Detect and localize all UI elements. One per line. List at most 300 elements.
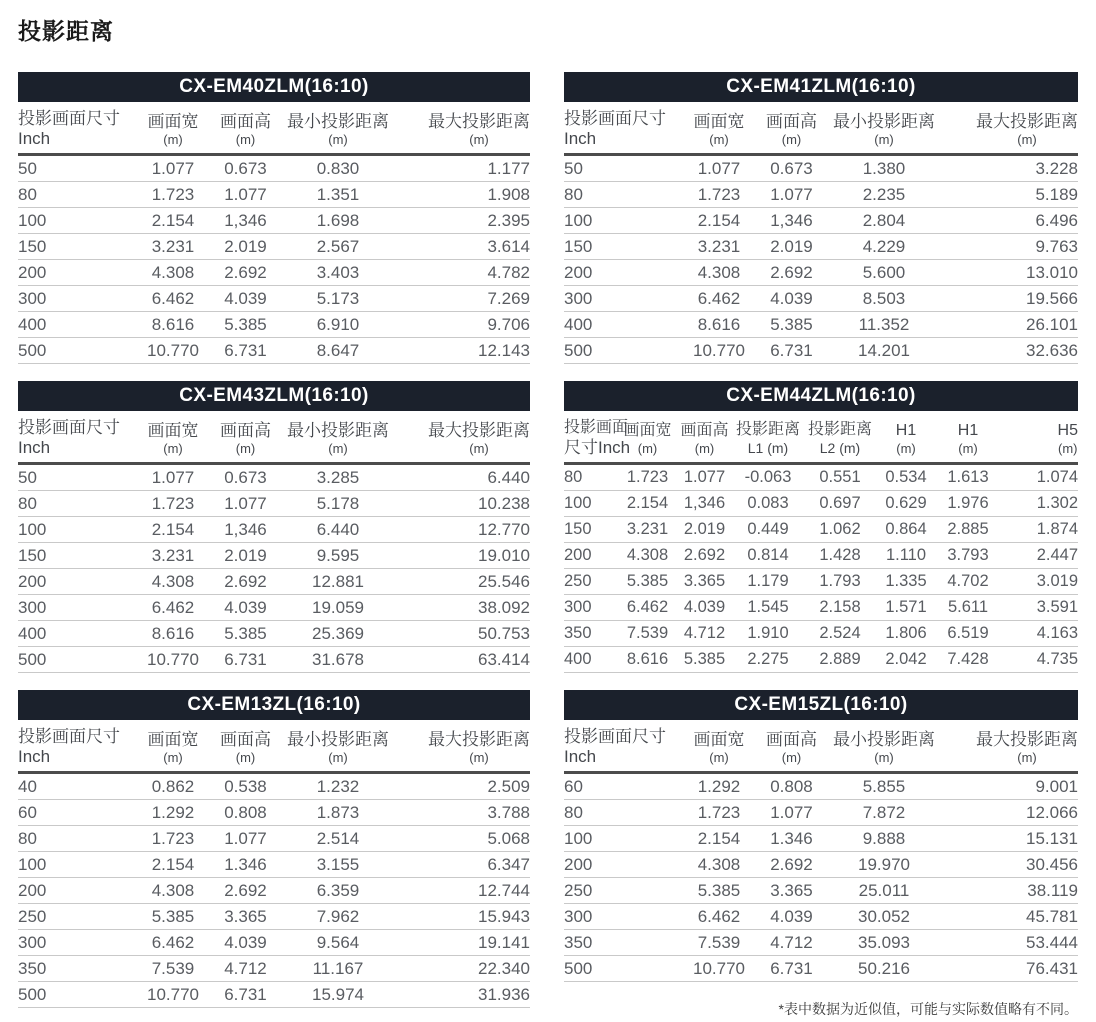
cell: 300 — [18, 286, 128, 312]
table-title: CX-EM43ZLM(16:10) — [18, 381, 530, 411]
cell: 100 — [18, 852, 128, 878]
cell: 2.447 — [998, 543, 1078, 569]
cell: 0.697 — [806, 491, 874, 517]
cell: 38.092 — [403, 595, 530, 621]
cell: 3.614 — [403, 234, 530, 260]
table-row — [564, 569, 1078, 595]
cell: 200 — [564, 260, 674, 286]
cell: 0.808 — [218, 800, 273, 826]
cell: 1.177 — [403, 155, 530, 182]
cell: 0.551 — [806, 464, 874, 491]
cell: 1.179 — [730, 569, 806, 595]
cell: 2.019 — [764, 234, 819, 260]
cell: 1.302 — [998, 491, 1078, 517]
cell: 2.154 — [128, 517, 218, 543]
cell: 2.275 — [730, 647, 806, 673]
cell: 22.340 — [403, 956, 530, 982]
cell: 6.440 — [403, 464, 530, 491]
table-title: CX-EM44ZLM(16:10) — [564, 381, 1078, 411]
table-row — [18, 208, 530, 234]
cell: 2.154 — [616, 491, 679, 517]
cell: 100 — [564, 491, 616, 517]
cell: 12.066 — [949, 800, 1078, 826]
column-header: 画面高 (m) — [679, 411, 730, 464]
projection-table — [564, 411, 1078, 673]
cell: 76.431 — [949, 956, 1078, 982]
cell: 3.365 — [764, 878, 819, 904]
cell: 5.385 — [674, 878, 764, 904]
cell: 6.462 — [674, 286, 764, 312]
cell: 250 — [564, 569, 616, 595]
cell: 5.385 — [218, 312, 273, 338]
cell: 7.428 — [938, 647, 998, 673]
column-header: 最小投影距离 (m) — [819, 720, 949, 773]
cell: 5.385 — [679, 647, 730, 673]
cell: 2.692 — [764, 260, 819, 286]
cell: 1.077 — [218, 826, 273, 852]
table-row — [18, 338, 530, 364]
table-row — [564, 800, 1078, 826]
footnote: *表中数据为近似值，可能与实际数值略有不同。 — [778, 1001, 1078, 1017]
cell: 1.077 — [128, 464, 218, 491]
cell: 5.600 — [819, 260, 949, 286]
page-title: 投影距离 — [18, 18, 114, 44]
cell: 1.723 — [128, 826, 218, 852]
cell: 2.154 — [128, 852, 218, 878]
table-row — [18, 826, 530, 852]
cell: 300 — [564, 286, 674, 312]
cell: 5.068 — [403, 826, 530, 852]
cell: 1,346 — [218, 517, 273, 543]
cell: 2.019 — [679, 517, 730, 543]
cell: 2.692 — [764, 852, 819, 878]
cell: 6.519 — [938, 621, 998, 647]
cell: 0.814 — [730, 543, 806, 569]
cell: 1.571 — [874, 595, 938, 621]
table-section-cx-em44zlm — [564, 381, 1078, 673]
cell: 4.308 — [128, 878, 218, 904]
column-header: 画面宽 (m) — [128, 720, 218, 773]
cell: 0.864 — [874, 517, 938, 543]
table-row — [18, 312, 530, 338]
cell: 200 — [564, 852, 674, 878]
cell: 6.347 — [403, 852, 530, 878]
cell: 1.806 — [874, 621, 938, 647]
cell: 300 — [564, 904, 674, 930]
cell: 4.735 — [998, 647, 1078, 673]
cell: 1.232 — [273, 773, 403, 800]
cell: 2.692 — [679, 543, 730, 569]
cell: 6.462 — [128, 595, 218, 621]
column-header: 最小投影距离 (m) — [273, 411, 403, 464]
cell: 10.770 — [674, 338, 764, 364]
cell: 1.723 — [674, 182, 764, 208]
cell: 25.369 — [273, 621, 403, 647]
cell: 150 — [564, 234, 674, 260]
cell: 1.976 — [938, 491, 998, 517]
cell: 4.229 — [819, 234, 949, 260]
cell: 3.231 — [616, 517, 679, 543]
tables-column-left — [18, 72, 530, 1022]
cell: 4.712 — [764, 930, 819, 956]
cell: 6.462 — [674, 904, 764, 930]
cell: 4.039 — [679, 595, 730, 621]
cell: 5.385 — [616, 569, 679, 595]
cell: 10.770 — [128, 647, 218, 673]
cell: 2.154 — [128, 208, 218, 234]
column-header: 最大投影距离 (m) — [949, 102, 1078, 155]
cell: 2.885 — [938, 517, 998, 543]
cell: 1.062 — [806, 517, 874, 543]
table-row — [564, 338, 1078, 364]
table-row — [564, 904, 1078, 930]
cell: 150 — [564, 517, 616, 543]
table-title: CX-EM41ZLM(16:10) — [564, 72, 1078, 102]
cell: 1.074 — [998, 464, 1078, 491]
cell: 400 — [564, 312, 674, 338]
cell: 14.201 — [819, 338, 949, 364]
cell: 6.731 — [218, 982, 273, 1008]
table-row — [564, 773, 1078, 800]
table-row — [564, 464, 1078, 491]
cell: 38.119 — [949, 878, 1078, 904]
cell: 9.564 — [273, 930, 403, 956]
cell: 3.285 — [273, 464, 403, 491]
cell: 100 — [564, 826, 674, 852]
cell: 4.039 — [218, 930, 273, 956]
cell: 7.539 — [674, 930, 764, 956]
cell: 1.292 — [674, 773, 764, 800]
cell: 1.380 — [819, 155, 949, 182]
table-row — [18, 569, 530, 595]
cell: 1.346 — [218, 852, 273, 878]
table-row — [18, 543, 530, 569]
column-header: H5 (m) — [998, 411, 1078, 464]
cell: 1.873 — [273, 800, 403, 826]
table-row — [564, 878, 1078, 904]
cell: 3.155 — [273, 852, 403, 878]
cell: 200 — [18, 878, 128, 904]
cell: 150 — [18, 234, 128, 260]
cell: 80 — [564, 800, 674, 826]
cell: 3.019 — [998, 569, 1078, 595]
cell: 3.591 — [998, 595, 1078, 621]
cell: 8.616 — [616, 647, 679, 673]
cell: 4.782 — [403, 260, 530, 286]
table-row — [18, 464, 530, 491]
cell: 0.673 — [764, 155, 819, 182]
cell: 32.636 — [949, 338, 1078, 364]
column-header: H1 (m) — [874, 411, 938, 464]
cell: 250 — [564, 878, 674, 904]
cell: 7.539 — [128, 956, 218, 982]
cell: 4.712 — [218, 956, 273, 982]
cell: 350 — [564, 621, 616, 647]
table-row — [18, 155, 530, 182]
cell: 500 — [18, 647, 128, 673]
table-section-cx-em13zl — [18, 690, 530, 1008]
cell: 3.231 — [128, 234, 218, 260]
cell: 2.524 — [806, 621, 874, 647]
table-row — [18, 904, 530, 930]
column-header: 画面高 (m) — [764, 102, 819, 155]
column-header: 画面宽 (m) — [674, 102, 764, 155]
cell: 7.962 — [273, 904, 403, 930]
cell: 9.595 — [273, 543, 403, 569]
table-section-cx-em40zlm — [18, 72, 530, 364]
cell: 19.970 — [819, 852, 949, 878]
cell: 1.908 — [403, 182, 530, 208]
cell: 5.385 — [218, 621, 273, 647]
column-header: 投影距离 L2 (m) — [806, 411, 874, 464]
projection-table — [18, 720, 530, 1008]
cell: 1.793 — [806, 569, 874, 595]
column-header: 最大投影距离 (m) — [403, 720, 530, 773]
cell: 300 — [18, 930, 128, 956]
cell: 9.706 — [403, 312, 530, 338]
cell: 0.862 — [128, 773, 218, 800]
table-row — [18, 182, 530, 208]
cell: 19.566 — [949, 286, 1078, 312]
cell: 15.131 — [949, 826, 1078, 852]
tables-layout — [0, 72, 1096, 1022]
cell: 2.509 — [403, 773, 530, 800]
table-row — [564, 826, 1078, 852]
cell: 12.770 — [403, 517, 530, 543]
cell: 0.673 — [218, 155, 273, 182]
cell: 200 — [564, 543, 616, 569]
projection-table — [564, 720, 1078, 982]
cell: 10.238 — [403, 491, 530, 517]
table-row — [564, 260, 1078, 286]
cell: 40 — [18, 773, 128, 800]
cell: 50.753 — [403, 621, 530, 647]
cell: 1.874 — [998, 517, 1078, 543]
cell: 11.167 — [273, 956, 403, 982]
cell: 5.385 — [764, 312, 819, 338]
cell: 6.462 — [128, 930, 218, 956]
cell: 9.888 — [819, 826, 949, 852]
cell: 15.974 — [273, 982, 403, 1008]
cell: 200 — [18, 260, 128, 286]
cell: 1.613 — [938, 464, 998, 491]
cell: 6.731 — [218, 338, 273, 364]
cell: 5.173 — [273, 286, 403, 312]
column-header: 投影画面尺寸 Inch — [18, 411, 128, 464]
cell: 100 — [18, 517, 128, 543]
cell: 2.154 — [674, 208, 764, 234]
cell: 2.154 — [674, 826, 764, 852]
table-section-cx-em43zlm — [18, 381, 530, 673]
table-row — [18, 621, 530, 647]
cell: 4.308 — [128, 569, 218, 595]
cell: 350 — [18, 956, 128, 982]
cell: 4.039 — [218, 595, 273, 621]
cell: 350 — [564, 930, 674, 956]
cell: 6.731 — [764, 338, 819, 364]
cell: 3.231 — [674, 234, 764, 260]
table-row — [564, 182, 1078, 208]
column-header: 最大投影距离 (m) — [403, 102, 530, 155]
table-row — [18, 286, 530, 312]
table-row — [564, 286, 1078, 312]
cell: 6.462 — [616, 595, 679, 621]
cell: 50.216 — [819, 956, 949, 982]
table-row — [18, 595, 530, 621]
column-header: 最小投影距离 (m) — [819, 102, 949, 155]
cell: 0.449 — [730, 517, 806, 543]
column-header: 画面高 (m) — [218, 411, 273, 464]
table-row — [564, 647, 1078, 673]
cell: 6.462 — [128, 286, 218, 312]
column-header: 画面宽 (m) — [674, 720, 764, 773]
cell: 13.010 — [949, 260, 1078, 286]
cell: 300 — [564, 595, 616, 621]
table-row — [18, 878, 530, 904]
cell: 1.723 — [128, 491, 218, 517]
cell: 5.855 — [819, 773, 949, 800]
column-header: 投影距离 L1 (m) — [730, 411, 806, 464]
column-header: 画面宽 (m) — [128, 102, 218, 155]
cell: 45.781 — [949, 904, 1078, 930]
table-row — [564, 491, 1078, 517]
cell: 1.077 — [128, 155, 218, 182]
cell: 12.744 — [403, 878, 530, 904]
cell: 2.804 — [819, 208, 949, 234]
cell: 0.083 — [730, 491, 806, 517]
cell: 6.496 — [949, 208, 1078, 234]
column-header: 最大投影距离 (m) — [949, 720, 1078, 773]
table-title: CX-EM40ZLM(16:10) — [18, 72, 530, 102]
cell: 0.830 — [273, 155, 403, 182]
cell: 1.077 — [674, 155, 764, 182]
cell: 10.770 — [674, 956, 764, 982]
cell: 1.077 — [764, 800, 819, 826]
table-title: CX-EM15ZL(16:10) — [564, 690, 1078, 720]
column-header: 最小投影距离 (m) — [273, 720, 403, 773]
table-row — [18, 773, 530, 800]
cell: 300 — [18, 595, 128, 621]
cell: 8.503 — [819, 286, 949, 312]
cell: 3.365 — [679, 569, 730, 595]
cell: 3.365 — [218, 904, 273, 930]
cell: 3.793 — [938, 543, 998, 569]
cell: 8.616 — [128, 312, 218, 338]
cell: 80 — [18, 182, 128, 208]
cell: 1.077 — [764, 182, 819, 208]
table-row — [564, 155, 1078, 182]
cell: 7.539 — [616, 621, 679, 647]
cell: 7.872 — [819, 800, 949, 826]
cell: 80 — [18, 491, 128, 517]
cell: 1.346 — [764, 826, 819, 852]
cell: 2.889 — [806, 647, 874, 673]
cell: 50 — [18, 155, 128, 182]
cell: 3.788 — [403, 800, 530, 826]
cell: 4.163 — [998, 621, 1078, 647]
cell: 200 — [18, 569, 128, 595]
cell: 0.538 — [218, 773, 273, 800]
cell: 3.231 — [128, 543, 218, 569]
table-row — [564, 208, 1078, 234]
cell: 26.101 — [949, 312, 1078, 338]
cell: 5.611 — [938, 595, 998, 621]
cell: 6.359 — [273, 878, 403, 904]
cell: 9.001 — [949, 773, 1078, 800]
cell: 150 — [18, 543, 128, 569]
cell: 31.936 — [403, 982, 530, 1008]
tables-column-right — [564, 72, 1078, 1022]
cell: 500 — [18, 982, 128, 1008]
table-row — [564, 956, 1078, 982]
column-header: 投影画面尺寸 Inch — [18, 720, 128, 773]
cell: 1,346 — [218, 208, 273, 234]
cell: 0.673 — [218, 464, 273, 491]
cell: 500 — [564, 956, 674, 982]
cell: 2.692 — [218, 260, 273, 286]
cell: 4.702 — [938, 569, 998, 595]
cell: 1.335 — [874, 569, 938, 595]
cell: 2.019 — [218, 543, 273, 569]
table-row — [18, 647, 530, 673]
cell: 4.039 — [764, 904, 819, 930]
cell: 80 — [564, 182, 674, 208]
cell: 63.414 — [403, 647, 530, 673]
projection-table — [18, 411, 530, 673]
table-row — [18, 982, 530, 1008]
cell: 3.403 — [273, 260, 403, 286]
cell: 1.077 — [218, 182, 273, 208]
cell: 6.731 — [218, 647, 273, 673]
cell: 11.352 — [819, 312, 949, 338]
table-row — [18, 491, 530, 517]
column-header: 画面高 (m) — [764, 720, 819, 773]
cell: 30.052 — [819, 904, 949, 930]
cell: 500 — [564, 338, 674, 364]
cell: 8.647 — [273, 338, 403, 364]
cell: 0.534 — [874, 464, 938, 491]
cell: 50 — [564, 155, 674, 182]
table-row — [564, 621, 1078, 647]
column-header: 画面高 (m) — [218, 102, 273, 155]
cell: 1.351 — [273, 182, 403, 208]
cell: 2.514 — [273, 826, 403, 852]
cell: 500 — [18, 338, 128, 364]
table-row — [18, 234, 530, 260]
cell: 1.545 — [730, 595, 806, 621]
cell: 6.731 — [764, 956, 819, 982]
cell: 4.039 — [764, 286, 819, 312]
cell: 2.692 — [218, 878, 273, 904]
cell: 25.546 — [403, 569, 530, 595]
column-header: 投影画面尺寸 Inch — [18, 102, 128, 155]
table-row — [564, 595, 1078, 621]
cell: 1,346 — [764, 208, 819, 234]
cell: 12.881 — [273, 569, 403, 595]
table-row — [18, 517, 530, 543]
table-row — [564, 543, 1078, 569]
table-row — [564, 852, 1078, 878]
cell: 5.385 — [128, 904, 218, 930]
cell: 8.616 — [674, 312, 764, 338]
cell: 80 — [564, 464, 616, 491]
cell: 4.308 — [674, 260, 764, 286]
cell: 53.444 — [949, 930, 1078, 956]
cell: 400 — [18, 621, 128, 647]
table-row — [18, 800, 530, 826]
cell: 400 — [564, 647, 616, 673]
projection-table — [564, 102, 1078, 364]
